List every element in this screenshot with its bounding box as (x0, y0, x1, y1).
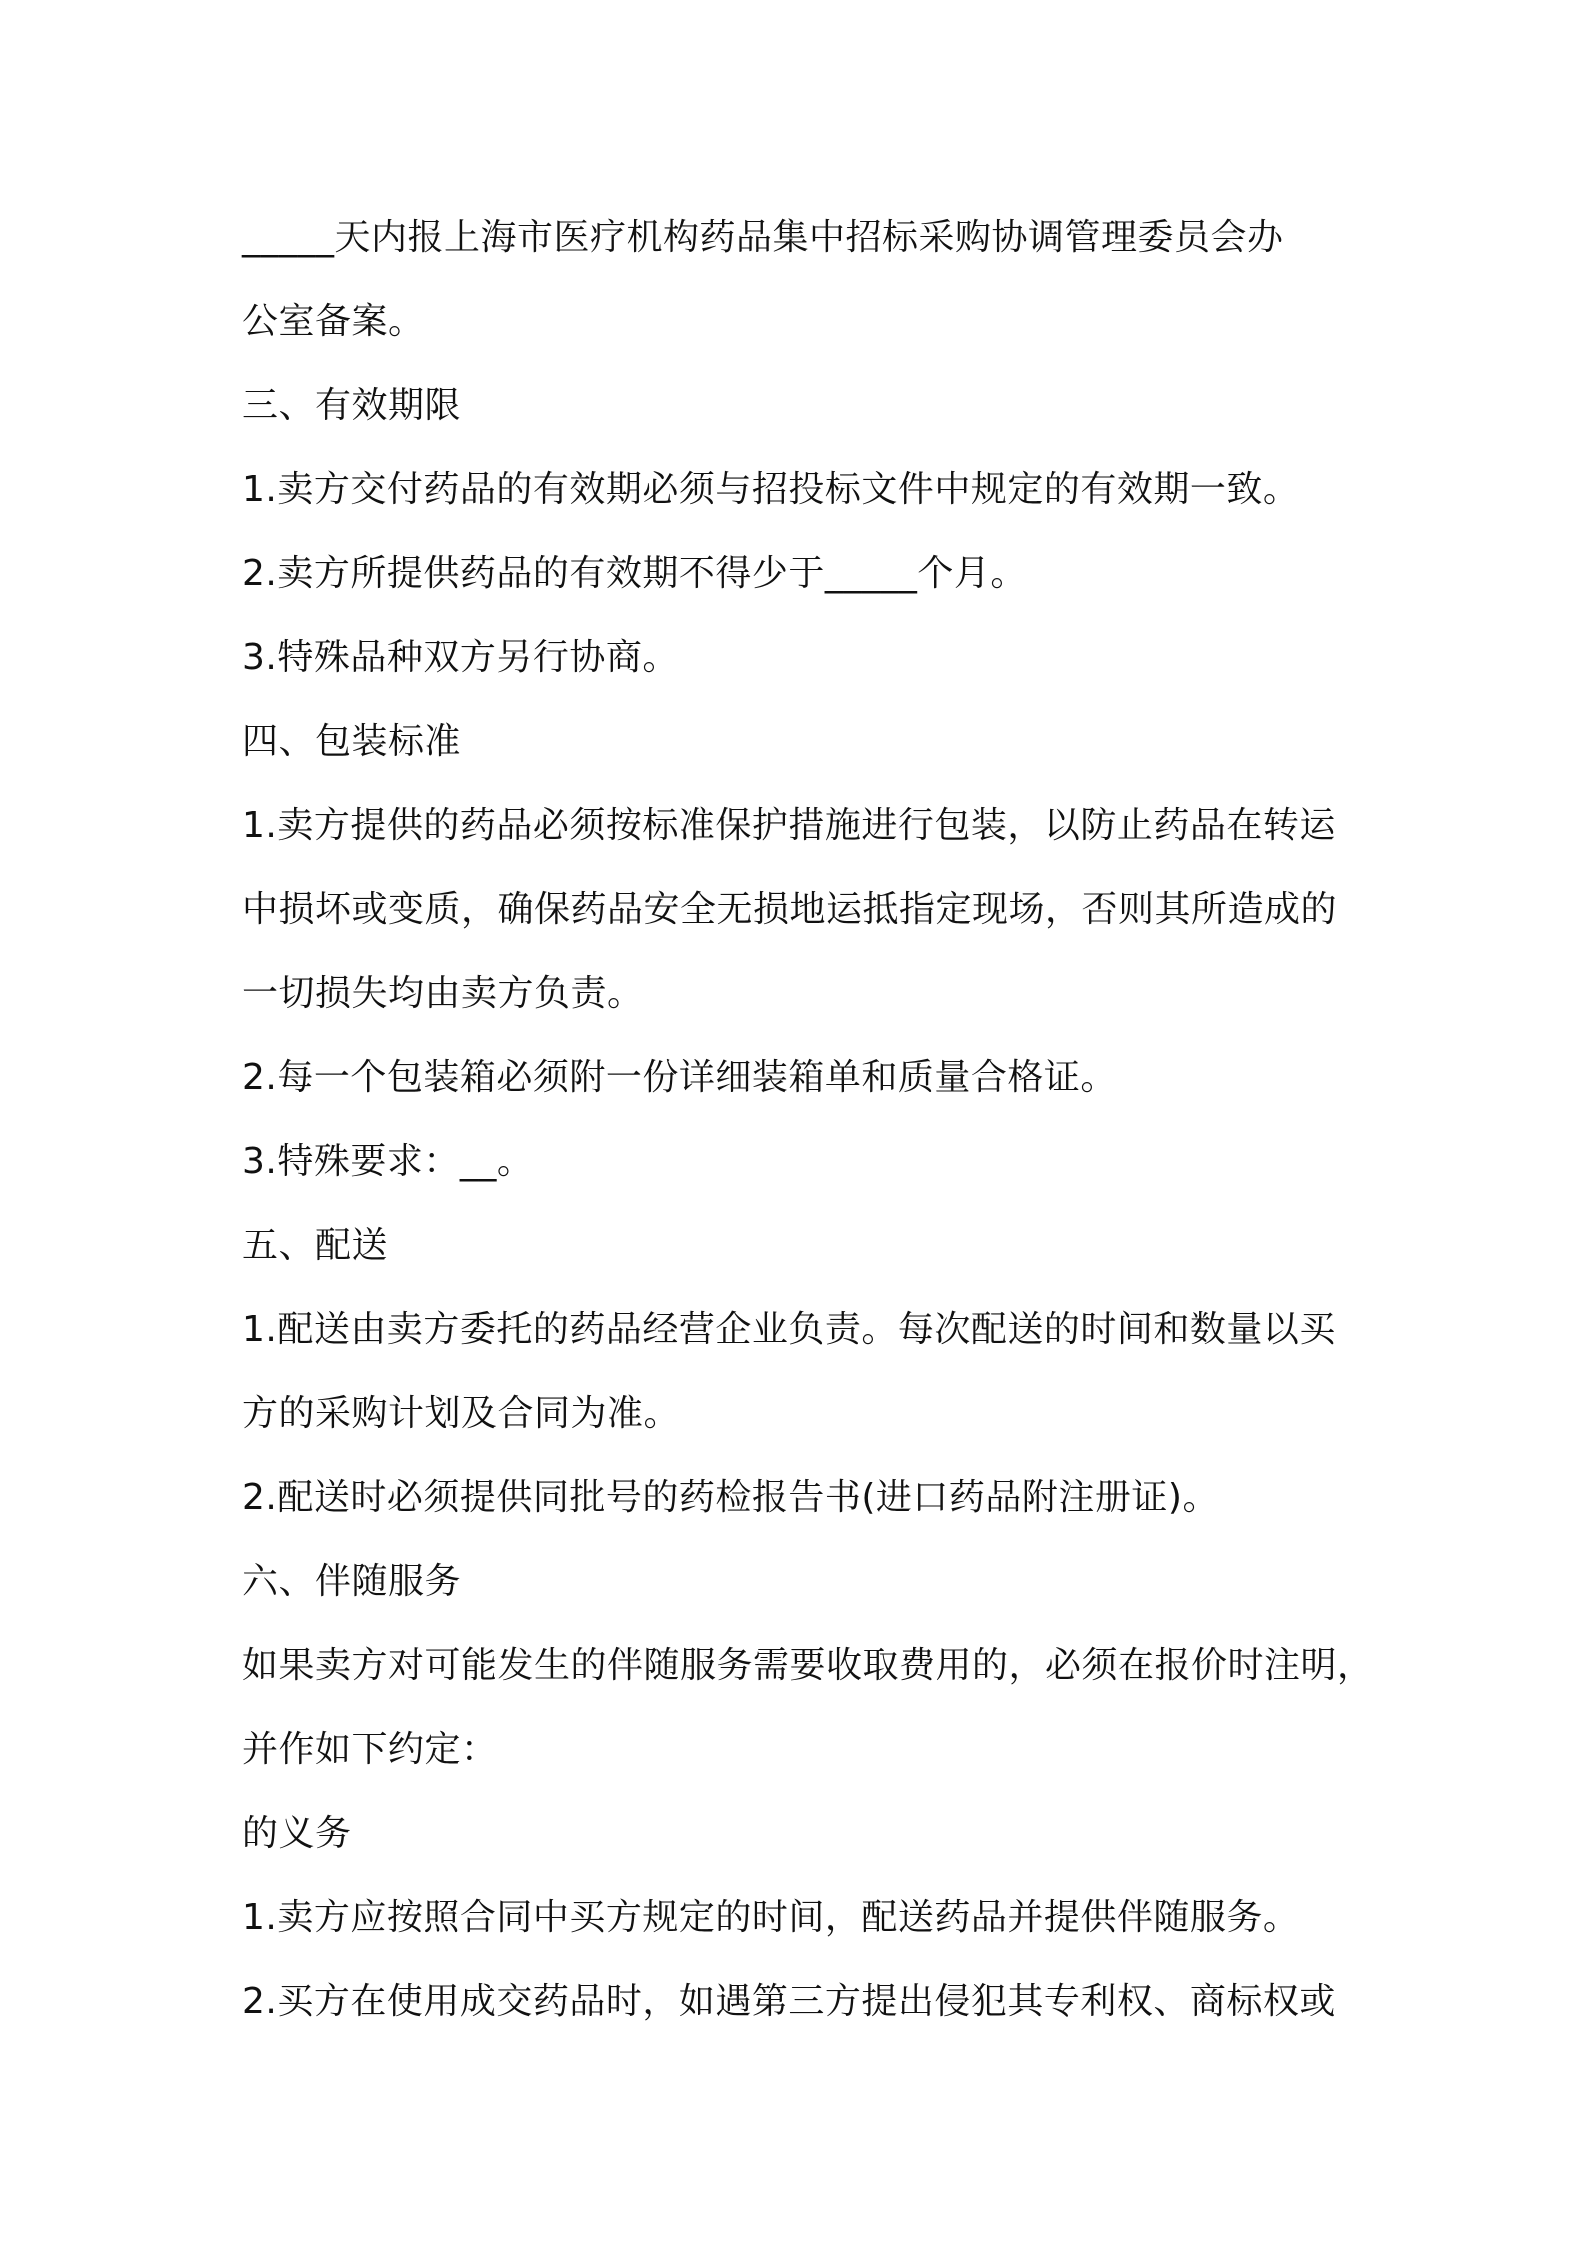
section-heading: 四、包装标准 (242, 721, 462, 762)
text-line: 公室备案。 (242, 301, 425, 342)
text-line: 1.配送由卖方委托的药品经营企业负责。每次配送的时间和数量以买 (242, 1309, 1336, 1350)
text-line: 1.卖方交付药品的有效期必须与招投标文件中规定的有效期一致。 (242, 469, 1300, 510)
text-line: 一切损失均由卖方负责。 (242, 973, 644, 1014)
text-line: 2.配送时必须提供同批号的药检报告书(进口药品附注册证)。 (242, 1477, 1219, 1518)
section-heading: 五、配送 (242, 1225, 389, 1266)
text-line: 并作如下约定： (242, 1729, 498, 1770)
text-line: 3.特殊品种双方另行协商。 (242, 637, 679, 678)
text-line: 的义务 (242, 1813, 352, 1854)
section-heading: 六、伴随服务 (242, 1561, 462, 1602)
text-line: 1.卖方应按照合同中买方规定的时间，配送药品并提供伴随服务。 (242, 1897, 1300, 1938)
text-line: 2.每一个包装箱必须附一份详细装箱单和质量合格证。 (242, 1057, 1117, 1098)
text-line: 3.特殊要求：__。 (242, 1141, 534, 1182)
text-line: 2.买方在使用成交药品时，如遇第三方提出侵犯其专利权、商标权或 (242, 1981, 1336, 2022)
document-body (242, 196, 1374, 2044)
text-line: 2.卖方所提供药品的有效期不得少于_____个月。 (242, 553, 1027, 594)
text-line: 方的采购计划及合同为准。 (242, 1393, 681, 1434)
text-line: _____天内报上海市医疗机构药品集中招标采购协调管理委员会办 (242, 217, 1284, 258)
text-line: 1.卖方提供的药品必须按标准保护措施进行包装，以防止药品在转运 (242, 805, 1336, 846)
section-heading: 三、有效期限 (242, 385, 462, 426)
text-line: 如果卖方对可能发生的伴随服务需要收取费用的，必须在报价时注明， (242, 1645, 1374, 1686)
text-line: 中损坏或变质，确保药品安全无损地运抵指定现场，否则其所造成的 (242, 889, 1338, 930)
